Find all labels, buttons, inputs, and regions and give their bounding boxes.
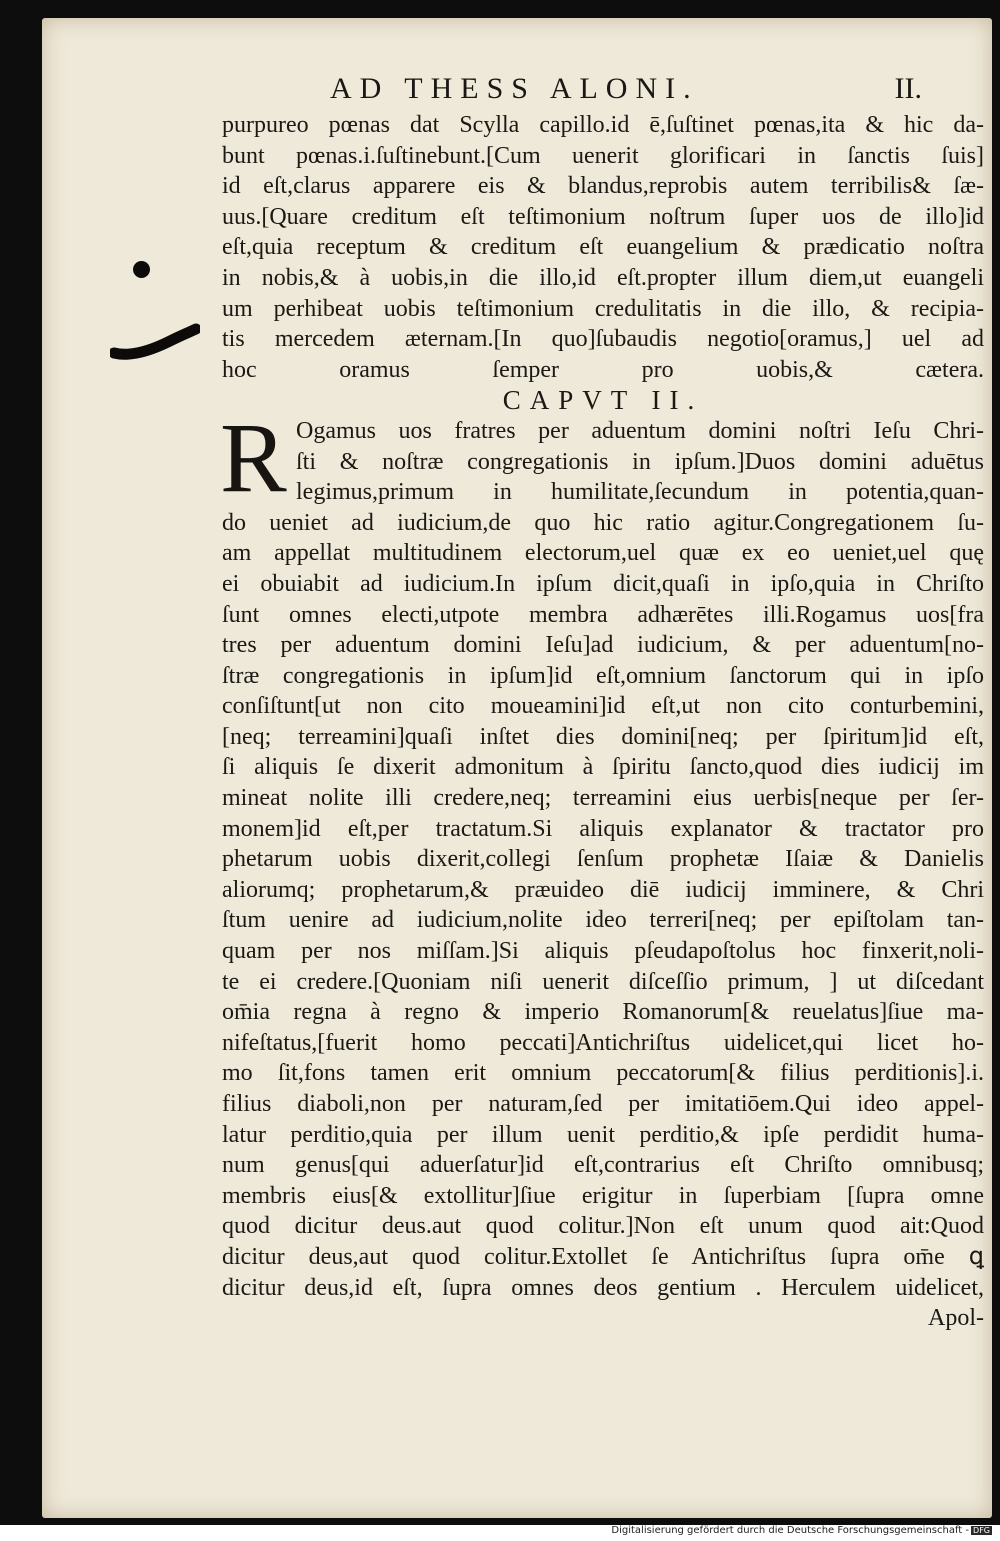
text-line: mo ſit,fons tamen erit omnium peccatorum[& filius perditionis].i. — [222, 1060, 984, 1087]
chapter-heading: CAPVT II. — [502, 385, 704, 416]
text-line: dicitur deus,id eſt, ſupra omnes deos gentium . Herculem uidelicet, — [222, 1274, 984, 1301]
catchword: Apol- — [928, 1305, 984, 1332]
text-line: bunt pœnas.i.ſuſtinebunt.[Cum uenerit glorificari in ſanctis ſuis] — [222, 142, 984, 169]
text-line: ſunt omnes electi,utpote membra adhærētes illi.Rogamus uos[fra — [222, 601, 984, 628]
text-line: legimus,primum in humilitate,ſecundum in potentia,quan- — [296, 479, 984, 506]
credit-text: Digitalisierung gefördert durch die Deutsche Forschungsgemeinschaft - — [611, 1525, 970, 1536]
drop-cap: R — [220, 402, 287, 513]
text-line: um perhibeat uobis teſtimonium credulitatis in die illo, & recipia- — [222, 295, 984, 322]
ink-stroke-mark — [110, 323, 200, 363]
text-line: id eſt,clarus apparere eis & blandus,reprobis autem terribilis& ſæ- — [222, 173, 984, 200]
text-line: ſtræ congregationis in ipſum]id eſt,omnium ſanctorum qui in ipſo — [222, 662, 984, 689]
text-line: quod dicitur deus.aut quod colitur.]Non eſt unum quod ait:Quod — [222, 1213, 984, 1240]
text-line: phetarum uobis dixerit,collegi ſenſum prophetæ Iſaiæ & Danielis — [222, 846, 984, 873]
text-line: am appellat multitudinem electorum,uel quæ ex eo ueniet,uel quę — [222, 540, 984, 567]
text-line: filius diaboli,non per naturam,ſed per imitatiōem.Qui ideo appel- — [222, 1091, 984, 1117]
page-header — [330, 72, 950, 112]
text-line: ei obuiabit ad iudicium.In ipſum dicit,quaſi in ipſo,quia in Chriſto — [222, 570, 984, 597]
text-line: dicitur deus,aut quod colitur.Extollet ſe Antichriſtus ſupra om̄e ꝗ — [222, 1243, 984, 1270]
text-line: ſi aliquis ſe dixerit admonitum à ſpiritu ſancto,quod dies iudicij im — [222, 754, 984, 781]
text-line: ſtum uenire ad iudicium,nolite ideo terreri[neq; per epiſtolam tan- — [222, 907, 984, 934]
chapter-text — [222, 416, 984, 1303]
text-line: tis mercedem æternam.[In quo]ſubaudis negotio[oramus,] uel ad — [222, 326, 984, 353]
text-line: ſti & noſtræ congregationis in ipſum.]Duos domini aduētus — [296, 448, 984, 475]
text-line: Ogamus uos fratres per aduentum domini noſtri Ieſu Chri- — [296, 417, 984, 444]
text-line: eſt,quia receptum & creditum eſt euangelium & prædicatio noſtra — [222, 234, 984, 261]
ink-dot-mark — [133, 261, 150, 278]
text-line: nifeſtatus,[fuerit homo peccati]Antichriſtus uidelicet,qui licet ho- — [222, 1029, 984, 1056]
text-line: quam per nos miſſam.]Si aliquis pſeudapoſtolus hoc finxerit,noli- — [222, 938, 984, 965]
text-line: monem]id eſt,per tractatum.Si aliquis explanator & tractator pro — [222, 815, 984, 842]
text-line: do ueniet ad iudicium,de quo hic ratio agitur.Congregationem ſu- — [222, 509, 984, 536]
text-line: tres per aduentum domini Ieſu]ad iudicium, & per aduentum[no- — [222, 632, 984, 659]
dfg-logo: DFG — [973, 1526, 990, 1535]
text-line: membris eius[& extollitur]ſiue erigitur in ſuperbiam [ſupra omne — [222, 1182, 984, 1209]
text-line: te ei credere.[Quoniam niſi uenerit diſceſſio primum, ] ut diſcedant — [222, 968, 984, 995]
folio-number: II. — [894, 72, 922, 105]
text-line: conſiſtunt[ut non cito moueamini]id eſt,ut non cito conturbemini, — [222, 693, 984, 720]
digitization-credit — [0, 1525, 1000, 1541]
text-line: aliorumq; prophetarum,& præuideo diē iudicij imminere, & Chri — [222, 876, 984, 903]
text-block — [222, 110, 984, 1334]
text-line: om̄ia regna à regno & imperio Romanorum[& reuelatus]ſiue ma- — [222, 999, 984, 1026]
text-line: uus.[Quare creditum eſt teſtimonium noſtrum ſuper uos de illo]id — [222, 203, 984, 230]
text-line: [neq; terreamini]quaſi inſtet dies domini[neq; per ſpiritum]id eſt, — [222, 723, 984, 750]
running-head: AD THESS ALONI. — [330, 72, 699, 105]
text-line: latur perditio,quia per illum uenit perditio,& ipſe perdidit huma- — [222, 1121, 984, 1148]
text-line: mineat nolite illi credere,neq; terreamini eius uerbis[neque per ſer- — [222, 785, 984, 812]
text-line: purpureo pœnas dat Scylla capillo.id ē,ſuſtinet pœnas,ita & hic da- — [222, 112, 984, 138]
text-line: hoc oramus ſemper pro uobis,& cætera. — [222, 356, 984, 383]
text-line: in nobis,& à uobis,in die illo,id eſt.propter illum diem,ut euangeli — [222, 264, 984, 291]
text-line: num genus[qui aduerſatur]id eſt,contrarius eſt Chriſto omnibusq; — [222, 1152, 984, 1179]
paragraph-before-chapter — [222, 110, 984, 385]
